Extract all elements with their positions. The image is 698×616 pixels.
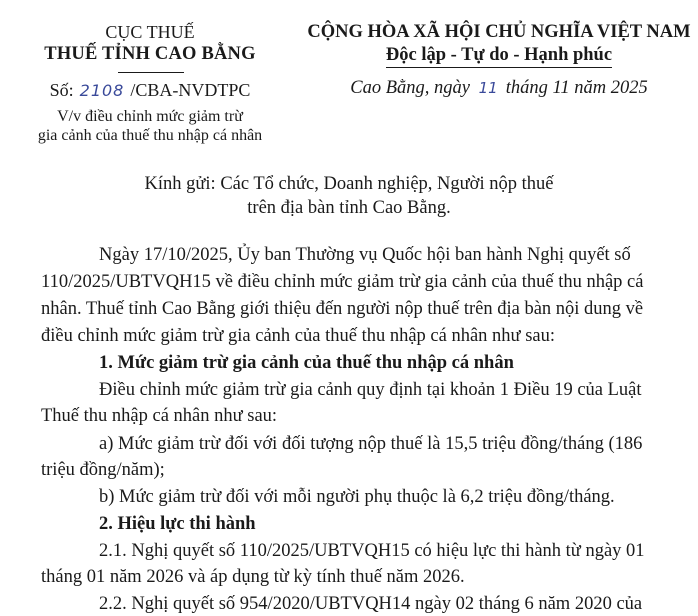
intro-line-2: 110/2025/UBTVQH15 về điều chỉnh mức giảm trừ gia cảnh của thuế thu nhập cá [41,272,644,292]
item-2-2-line-1: 2.2. Nghị quyết số 954/2020/UBTVQH14 ngày 02 tháng 6 năm 2020 của [99,594,643,614]
doc-number-suffix: /CBA-NVDTPC [130,80,251,100]
national-title: CỘNG HÒA XÃ HỘI CHỦ NGHĨA VIỆT NAM [307,22,691,42]
motto-container [300,44,698,68]
section-2-heading: 2. Hiệu lực thi hành [99,514,256,534]
doc-number-handwritten: 2108 [79,81,125,100]
date-suffix: tháng 11 năm 2025 [505,78,648,98]
intro-line-4: điều chỉnh mức giảm trừ gia cảnh của thuế thu nhập cá nhân như sau: [41,326,556,346]
intro-line-1: Ngày 17/10/2025, Ủy ban Thường vụ Quốc hội ban hành Nghị quyết số [99,245,631,265]
item-b: b) Mức giảm trừ đối với mỗi người phụ thuộc là 6,2 triệu đồng/tháng. [99,487,615,507]
national-motto: Độc lập - Tự do - Hạnh phúc [386,44,612,68]
section-1-text-line-2: Thuế thu nhập cá nhân như sau: [41,406,278,426]
item-2-1-line-2: tháng 01 năm 2026 và áp dụng từ kỳ tính thuế năm 2026. [41,567,465,587]
agency-parent: CỤC THUẾ [105,22,195,42]
date-day-handwritten: 11 [478,79,498,97]
section-1-text-line-1: Điều chỉnh mức giảm trừ gia cảnh quy định tại khoản 1 Điều 19 của Luật [99,380,642,400]
agency-name: THUẾ TỈNH CAO BẰNG [44,44,256,64]
agency-underline [118,72,184,73]
date-prefix: Cao Bằng, ngày [350,78,470,98]
section-1-heading: 1. Mức giảm trừ gia cảnh của thuế thu nhập cá nhân [99,353,514,373]
item-a-line-2: triệu đồng/năm); [41,460,165,480]
document-number [0,80,300,101]
item-2-1-line-1: 2.1. Nghị quyết số 110/2025/UBTVQH15 có hiệu lực thi hành từ ngày 01 [99,541,645,561]
recipient-line-2: trên địa bàn tỉnh Cao Bằng. [247,198,451,218]
doc-number-prefix: Số: [49,80,74,100]
recipient-line-1: Kính gửi: Các Tổ chức, Doanh nghiệp, Người nộp thuế [144,174,554,194]
date-line [300,78,698,99]
intro-line-3: nhân. Thuế tỉnh Cao Bằng giới thiệu đến người nộp thuế trên địa bàn nội dung về [41,299,644,319]
subject-line-1: V/v điều chỉnh mức giảm trừ [57,108,243,125]
subject-line-2: gia cảnh của thuế thu nhập cá nhân [37,127,263,144]
item-a-line-1: a) Mức giảm trừ đối với đối tượng nộp thuế là 15,5 triệu đồng/tháng (186 [99,434,643,454]
